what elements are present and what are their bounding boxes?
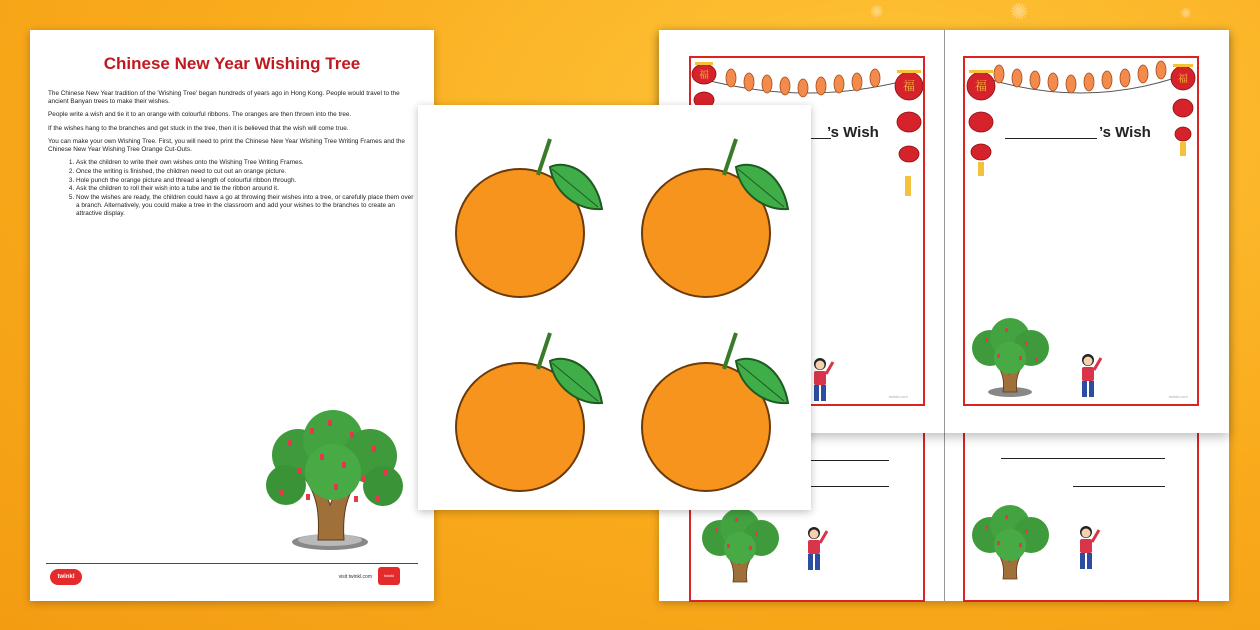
list-item: 3. Hole punch the orange picture and thread a length of colourful ribbon through. [76, 177, 416, 185]
sheet-footer [46, 563, 418, 589]
child-figure-icon [799, 525, 829, 575]
intro-paragraph: If the wishes hang to the branches and get stuck in the tree, then it is believed that the wish will come true. [48, 124, 349, 132]
lantern-text: 福 [699, 70, 709, 81]
footer-rule [46, 563, 418, 564]
intro-paragraph: The Chinese New Year tradition of the 'Wishing Tree' began hundreds of years ago in Hong Kong. People would travel to the ancient Banyan trees to make their wishes. [48, 90, 400, 106]
list-item: 4. Ask the children to roll their wish into a tube and tie the ribbon around it. [76, 185, 416, 193]
intro-paragraph: You can make your own Wishing Tree. First, you will need to print the Chinese New Year Wishing Tree Writing Frames and the Chinese New Year Wishing Tree Orange Cut-Outs. [48, 137, 405, 154]
firework-decoration: ✺ [870, 2, 884, 21]
firework-decoration: ✺ [1180, 6, 1192, 22]
list-item: 5. Now the wishes are ready, the children could have a go at throwing their wishes into a tree, or carefully place them over a branch. Alternatively, you could make a tree in the classroom and add your wishes to the branches to create an attractive display. [76, 194, 416, 219]
wish-label: ’s Wish [1099, 124, 1151, 141]
writing-line [1001, 458, 1165, 459]
wishing-tree-illustration [258, 410, 413, 555]
orange-cutout-icon [438, 129, 618, 309]
name-line [1005, 138, 1097, 139]
orange-cutout-icon [624, 129, 804, 309]
child-figure-icon [1071, 524, 1101, 574]
page-divider [944, 30, 945, 433]
footer-url: visit twinkl.com [338, 574, 372, 580]
frame-credit: twinkl.com [1169, 394, 1188, 399]
writing-line [799, 460, 889, 461]
wishing-tree-icon [965, 318, 1055, 398]
writing-line [1073, 486, 1165, 487]
writing-line [799, 486, 889, 487]
instruction-sheet [30, 30, 434, 601]
orange-cutout-icon [438, 323, 618, 503]
frame-credit: twinkl.com [889, 394, 908, 399]
instruction-steps [48, 159, 416, 218]
lantern-text: 福 [974, 79, 988, 93]
intro-paragraph: People write a wish and tie it to an orange with colourful ribbons. The oranges are then thrown into the tree. [48, 111, 352, 119]
child-figure-icon [1073, 352, 1103, 402]
twinkl-logo: twinkl [50, 569, 82, 585]
lantern-text: 福 [1178, 74, 1188, 85]
wishing-tree-icon [965, 505, 1055, 585]
sheet-title: Chinese New Year Wishing Tree [103, 54, 361, 73]
orange-cutout-icon [624, 323, 804, 503]
lantern-text: 福 [902, 79, 916, 93]
orange-cutouts-sheet [418, 105, 811, 510]
wish-label: ’s Wish [827, 124, 879, 141]
list-item: 2. Once the writing is finished, the children need to cut out an orange picture. [76, 168, 416, 176]
twinkl-badge: twinkl [378, 567, 400, 585]
wishing-tree-icon [695, 508, 785, 588]
firework-decoration: ✺ [1010, 0, 1029, 25]
list-item: 1. Ask the children to write their own wishes onto the Wishing Tree Writing Frames. [76, 159, 416, 167]
